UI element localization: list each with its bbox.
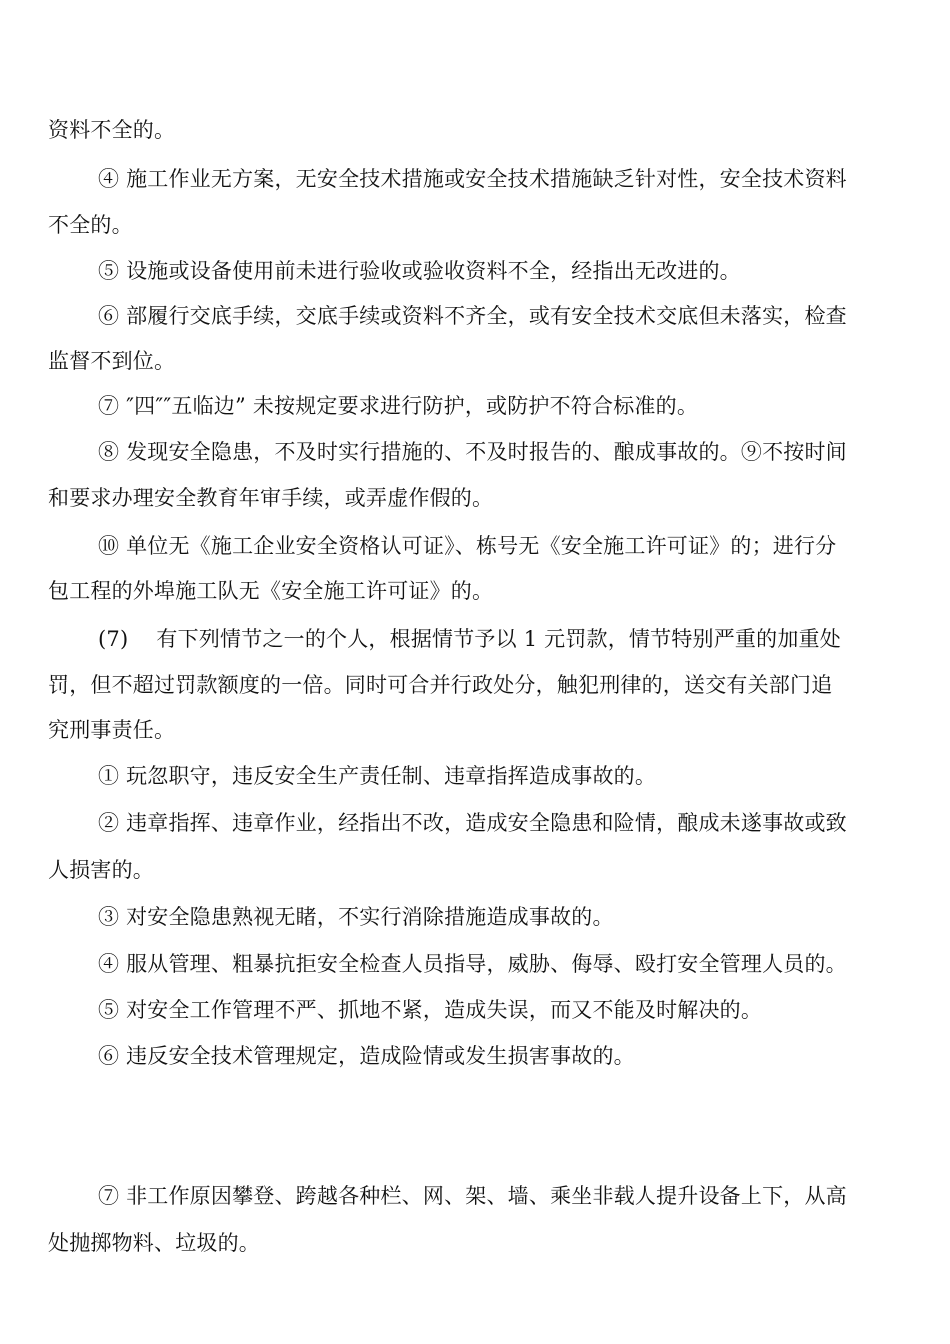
text-line: 究刑事责任。 bbox=[48, 718, 176, 742]
text-line: 处抛掷物料、垃圾的。 bbox=[48, 1231, 260, 1255]
text-line: ① 玩忽职守，违反安全生产责任制、违章指挥造成事故的。 bbox=[98, 764, 657, 788]
text-line: 不全的。 bbox=[48, 213, 133, 237]
text-line: 人损害的。 bbox=[48, 858, 154, 882]
text-line: 和要求办理安全教育年审手续，或弄虚作假的。 bbox=[48, 486, 494, 510]
text-line: (7) 有下列情节之一的个人，根据情节予以 1 元罚款，情节特别严重的加重处 bbox=[98, 627, 841, 651]
text-line: ⑦ 非工作原因攀登、跨越各种栏、网、架、墙、乘坐非载人提升设备上下，从高 bbox=[98, 1184, 847, 1208]
text-line: ② 违章指挥、违章作业，经指出不改，造成安全隐患和险情，酿成未遂事故或致 bbox=[98, 811, 847, 835]
text-line: ⑥ 违反安全技术管理规定，造成险情或发生损害事故的。 bbox=[98, 1044, 635, 1068]
text-line: ④ 服从管理、粗暴抗拒安全检查人员指导，威胁、侮辱、殴打安全管理人员的。 bbox=[98, 952, 847, 976]
text-line: ⑩ 单位无《施工企业安全资格认可证》、栋号无《安全施工许可证》的；进行分 bbox=[98, 534, 837, 558]
text-line: 罚，但不超过罚款额度的一倍。同时可合并行政处分，触犯刑律的，送交有关部门追 bbox=[48, 673, 833, 697]
text-line: ⑤ 对安全工作管理不严、抓地不紧，造成失误，而又不能及时解决的。 bbox=[98, 998, 763, 1022]
text-line: 监督不到位。 bbox=[48, 349, 176, 373]
text-line: ⑥ 部履行交底手续，交底手续或资料不齐全，或有安全技术交底但未落实，检查 bbox=[98, 304, 847, 328]
text-line: ⑧ 发现安全隐患，不及时实行措施的、不及时报告的、酿成事故的。⑨不按时间 bbox=[98, 440, 847, 464]
text-line: ⑦ ″四″″五临边” 未按规定要求进行防护，或防护不符合标准的。 bbox=[98, 394, 699, 418]
text-line: ③ 对安全隐患熟视无睹，不实行消除措施造成事故的。 bbox=[98, 905, 614, 929]
text-line: 资料不全的。 bbox=[48, 118, 176, 142]
text-line: 包工程的外埠施工队无《安全施工许可证》的。 bbox=[48, 579, 494, 603]
text-line: ④ 施工作业无方案，无安全技术措施或安全技术措施缺乏针对性，安全技术资料 bbox=[98, 167, 847, 191]
text-line: ⑤ 设施或设备使用前未进行验收或验收资料不全，经指出无改进的。 bbox=[98, 259, 741, 283]
